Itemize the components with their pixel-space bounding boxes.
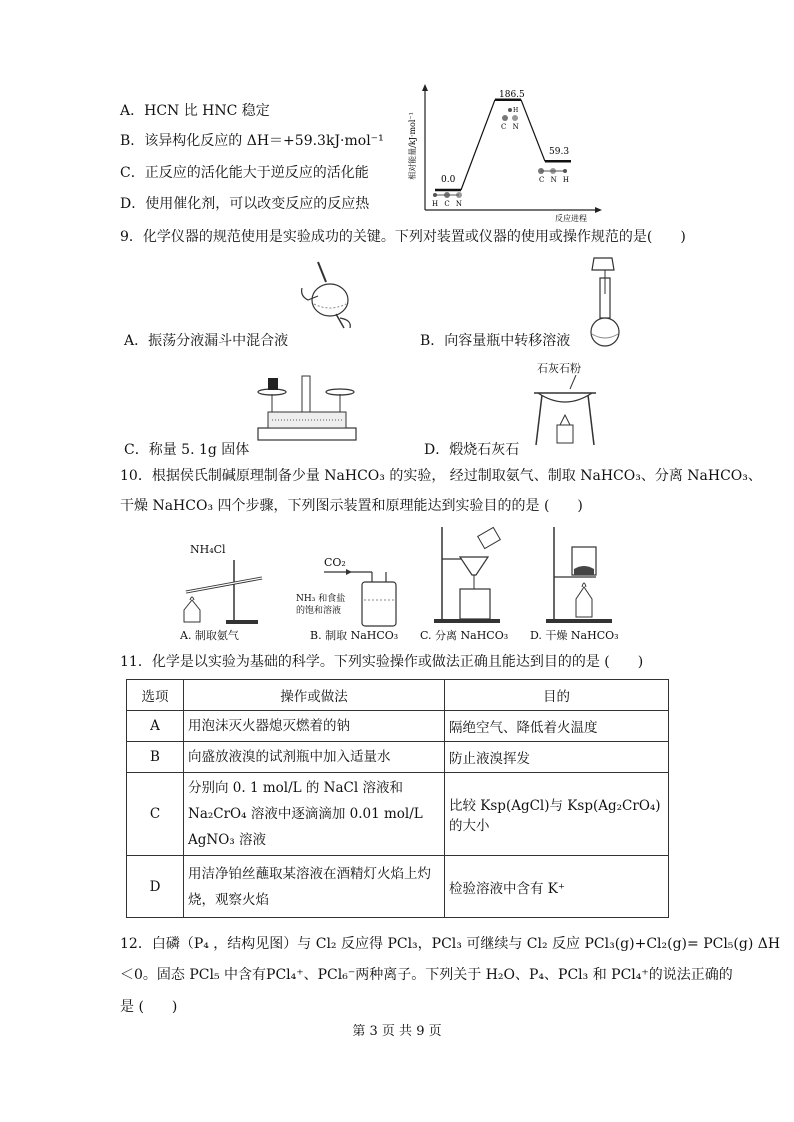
nh4cl-label: NH₄Cl — [190, 543, 226, 556]
limestone-label: 石灰石粉 — [537, 362, 581, 375]
table-header-row — [127, 680, 669, 711]
row-operation: 用洁净铂丝蘸取某溶液在酒精灯火焰上灼烧，观察火焰 — [184, 856, 445, 918]
solution-label-line1: NH₃ 和食盐 — [296, 594, 346, 604]
q9-stem: 9．化学仪器的规范使用是实验成功的关键。下列对装置或仪器的使用或操作规范的是( ) — [120, 229, 686, 245]
row-option: B — [127, 742, 184, 773]
row-operation: 向盛放液溴的试剂瓶中加入适量水 — [184, 742, 445, 773]
hnc-molecule-icon — [538, 168, 567, 174]
value-label-0: 0.0 — [441, 175, 456, 185]
q12-line3: 是 ( ) — [120, 999, 178, 1015]
co2-label: CO₂ — [324, 556, 346, 569]
energy-connector-0 — [461, 100, 495, 190]
filtration-setup-icon — [430, 525, 510, 625]
atoms-label-right: C N H — [539, 176, 570, 184]
energy-connector-1 — [521, 100, 545, 162]
row-goal: 防止液溴挥发 — [445, 742, 669, 773]
q10-stem-line1: 10．根据侯氏制碱原理制备少量 NaHCO₃ 的实验， 经过制取氨气、制取 NaHCO₃、分离 NaHCO₃、 — [120, 468, 762, 484]
q10-caption-b: B. 制取 NaHCO₃ — [310, 629, 399, 642]
table-row — [127, 856, 669, 918]
q9-option-b: B．向容量瓶中转移溶液 — [420, 333, 571, 349]
atoms-label-ts: C N — [501, 123, 519, 131]
table-row — [127, 742, 669, 773]
q8-option-b: B．该异构化反应的 ΔH＝+59.3kJ·mol⁻¹ — [120, 133, 384, 149]
table-row — [127, 773, 669, 856]
row-goal: 检验溶液中含有 K⁺ — [445, 856, 669, 918]
volumetric-flask-icon — [580, 254, 630, 350]
crucible-tripod-icon — [530, 375, 600, 447]
ammonia-generator-icon — [170, 556, 270, 626]
value-label-1: 186.5 — [499, 90, 525, 100]
hcn-molecule-icon — [433, 192, 462, 198]
row-goal: 比较 Ksp(AgCl)与 Ksp(Ag₂CrO₄)的大小 — [445, 773, 669, 856]
x-axis-label: 反应进程 — [555, 214, 587, 223]
energy-profile-chart — [405, 82, 605, 224]
separatory-funnel-icon — [296, 260, 356, 332]
row-operation: 分别向 0. 1 mol/L 的 NaCl 溶液和 Na₂CrO₄ 溶液中逐滴滴加 0.01 mol/L AgNO₃ 溶液 — [184, 773, 445, 856]
row-goal: 隔绝空气、降低着火温度 — [445, 711, 669, 742]
q8-option-a: A．HCN 比 HNC 稳定 — [120, 103, 270, 119]
atoms-label-ts-h: H — [513, 107, 519, 114]
row-operation: 用泡沫灭火器熄灭燃着的钠 — [184, 711, 445, 742]
q12-line1: 12．白磷（P₄ ，结构见图）与 Cl₂ 反应得 PCl₃，PCl₃ 可继续与 Cl₂ 反应 PCl₃(g)+Cl₂(g)= PCl₅(g) ΔH — [120, 936, 781, 952]
row-option: D — [127, 856, 184, 918]
q9-option-a: A．振荡分液漏斗中混合液 — [124, 333, 289, 349]
solution-label-line2: 的饱和溶液 — [296, 606, 342, 616]
table-row — [127, 711, 669, 742]
experiment-table — [126, 679, 669, 918]
header-option: 选项 — [127, 680, 184, 711]
row-option: A — [127, 711, 184, 742]
q10-caption-a: A. 制取氨气 — [180, 629, 239, 642]
header-goal: 目的 — [445, 680, 669, 711]
q8-option-c: C．正反应的活化能大于逆反应的活化能 — [120, 165, 369, 181]
row-option: C — [127, 773, 184, 856]
q11-stem: 11．化学是以实验为基础的科学。下列实验操作或做法正确且能达到目的的是 ( ) — [120, 654, 644, 670]
q8-option-d: D．使用催化剂，可以改变反应的反应热 — [120, 196, 370, 212]
header-operation: 操作或做法 — [184, 680, 445, 711]
y-axis-label: 相对能量/kJ·mol⁻¹ — [408, 112, 417, 180]
q10-caption-d: D. 干燥 NaHCO₃ — [530, 629, 619, 642]
value-label-2: 59.3 — [549, 147, 570, 157]
drying-setup-icon — [540, 525, 620, 625]
atoms-label-left: H C N — [432, 200, 463, 208]
q10-stem-line2: 干燥 NaHCO₃ 四个步骤，下列图示装置和原理能达到实验目的的是 ( ) — [120, 498, 583, 514]
q10-caption-c: C. 分离 NaHCO₃ — [420, 629, 509, 642]
balance-icon — [254, 372, 360, 444]
q9-option-c: C．称量 5. 1g 固体 — [124, 442, 250, 458]
q9-option-d: D．煅烧石灰石 — [424, 442, 520, 458]
q12-line2: ＜0。固态 PCl₅ 中含有PCl₄⁺、PCl₆⁻两种离子。下列关于 H₂O、P₄、PCl₃ 和 PCl₄⁺的说法正确的 — [120, 967, 733, 983]
page-footer: 第 3 页 共 9 页 — [352, 1024, 442, 1039]
